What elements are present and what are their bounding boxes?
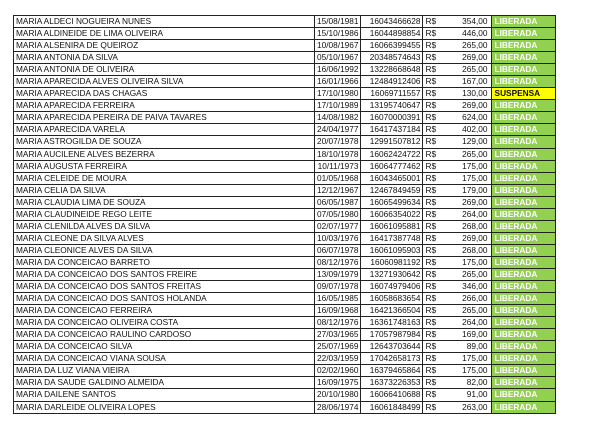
name-cell: MARIA DARLEIDE OLIVEIRA LOPES <box>14 401 315 413</box>
table-row[interactable] <box>14 281 556 293</box>
table-row[interactable] <box>14 353 556 365</box>
currency-cell: R$ <box>422 353 440 365</box>
table-row[interactable] <box>14 28 556 40</box>
birth-date-cell: 20/10/1980 <box>315 389 361 401</box>
table-row[interactable] <box>14 196 556 208</box>
currency-cell: R$ <box>422 136 440 148</box>
amount-cell: 89,00 <box>440 341 492 353</box>
table-row[interactable] <box>14 256 556 268</box>
currency-cell: R$ <box>422 196 440 208</box>
name-cell: MARIA CLEONICE ALVES DA SILVA <box>14 244 315 256</box>
status-badge: LIBERADA <box>491 232 555 244</box>
beneficiary-table <box>13 15 556 414</box>
birth-date-cell: 16/09/1968 <box>315 305 361 317</box>
registration-code-cell: 16417387748 <box>360 232 422 244</box>
birth-date-cell: 16/09/1975 <box>315 377 361 389</box>
status-badge: LIBERADA <box>491 64 555 76</box>
status-badge: LIBERADA <box>491 377 555 389</box>
currency-cell: R$ <box>422 52 440 64</box>
name-cell: MARIA AUCILENE ALVES BEZERRA <box>14 148 315 160</box>
table-row[interactable] <box>14 172 556 184</box>
registration-code-cell: 16043466628 <box>360 16 422 28</box>
currency-cell: R$ <box>422 88 440 100</box>
currency-cell: R$ <box>422 317 440 329</box>
amount-cell: 265,00 <box>440 268 492 280</box>
registration-code-cell: 13228668648 <box>360 64 422 76</box>
registration-code-cell: 16061848499 <box>360 401 422 413</box>
name-cell: MARIA CELEIDE DE MOURA <box>14 172 315 184</box>
table-row[interactable] <box>14 88 556 100</box>
status-badge: LIBERADA <box>491 16 555 28</box>
birth-date-cell: 05/10/1967 <box>315 52 361 64</box>
birth-date-cell: 10/11/1973 <box>315 160 361 172</box>
name-cell: MARIA DA CONCEICAO BARRETO <box>14 256 315 268</box>
name-cell: MARIA APARECIDA VARELA <box>14 124 315 136</box>
registration-code-cell: 12643703644 <box>360 341 422 353</box>
currency-cell: R$ <box>422 172 440 184</box>
currency-cell: R$ <box>422 124 440 136</box>
amount-cell: 346,00 <box>440 281 492 293</box>
birth-date-cell: 25/07/1969 <box>315 341 361 353</box>
registration-code-cell: 12467849459 <box>360 184 422 196</box>
table-row[interactable] <box>14 220 556 232</box>
name-cell: MARIA APARECIDA PEREIRA DE PAIVA TAVARES <box>14 112 315 124</box>
name-cell: MARIA ALDINEIDE DE LIMA OLIVEIRA <box>14 28 315 40</box>
amount-cell: 402,00 <box>440 124 492 136</box>
table-row[interactable] <box>14 329 556 341</box>
amount-cell: 175,00 <box>440 172 492 184</box>
registration-code-cell: 16379465864 <box>360 365 422 377</box>
registration-code-cell: 16421366504 <box>360 305 422 317</box>
birth-date-cell: 16/06/1992 <box>315 64 361 76</box>
amount-cell: 129,00 <box>440 136 492 148</box>
table-row[interactable] <box>14 341 556 353</box>
birth-date-cell: 17/10/1980 <box>315 88 361 100</box>
name-cell: MARIA DA SAUDE GALDINO ALMEIDA <box>14 377 315 389</box>
status-badge: LIBERADA <box>491 305 555 317</box>
birth-date-cell: 13/09/1979 <box>315 268 361 280</box>
birth-date-cell: 10/03/1976 <box>315 232 361 244</box>
name-cell: MARIA DA CONCEICAO DOS SANTOS FREIRE <box>14 268 315 280</box>
currency-cell: R$ <box>422 64 440 76</box>
amount-cell: 269,00 <box>440 100 492 112</box>
name-cell: MARIA DA CONCEICAO VIANA SOUSA <box>14 353 315 365</box>
amount-cell: 446,00 <box>440 28 492 40</box>
birth-date-cell: 24/04/1977 <box>315 124 361 136</box>
status-badge: LIBERADA <box>491 317 555 329</box>
amount-cell: 91,00 <box>440 389 492 401</box>
table-row[interactable] <box>14 148 556 160</box>
status-badge: LIBERADA <box>491 148 555 160</box>
status-badge: LIBERADA <box>491 184 555 196</box>
status-badge: LIBERADA <box>491 172 555 184</box>
spreadsheet <box>13 15 556 414</box>
registration-code-cell: 16373226353 <box>360 377 422 389</box>
registration-code-cell: 16417437184 <box>360 124 422 136</box>
registration-code-cell: 16070000391 <box>360 112 422 124</box>
currency-cell: R$ <box>422 256 440 268</box>
name-cell: MARIA CLAUDINEIDE REGO LEITE <box>14 208 315 220</box>
birth-date-cell: 27/03/1965 <box>315 329 361 341</box>
table-row[interactable] <box>14 244 556 256</box>
birth-date-cell: 15/08/1981 <box>315 16 361 28</box>
currency-cell: R$ <box>422 244 440 256</box>
registration-code-cell: 16058683654 <box>360 293 422 305</box>
amount-cell: 264,00 <box>440 208 492 220</box>
table-row[interactable] <box>14 112 556 124</box>
table-row[interactable] <box>14 100 556 112</box>
registration-code-cell: 16043465001 <box>360 172 422 184</box>
name-cell: MARIA CLEONE DA SILVA ALVES <box>14 232 315 244</box>
table-row[interactable] <box>14 389 556 401</box>
name-cell: MARIA CLENILDA ALVES DA SILVA <box>14 220 315 232</box>
status-badge: LIBERADA <box>491 160 555 172</box>
name-cell: MARIA ANTONIA DA SILVA <box>14 52 315 64</box>
table-row[interactable] <box>14 160 556 172</box>
name-cell: MARIA ANTONIA DE OLIVEIRA <box>14 64 315 76</box>
status-badge: LIBERADA <box>491 293 555 305</box>
currency-cell: R$ <box>422 293 440 305</box>
birth-date-cell: 16/01/1966 <box>315 76 361 88</box>
registration-code-cell: 16069711557 <box>360 88 422 100</box>
status-badge: LIBERADA <box>491 40 555 52</box>
registration-code-cell: 16064777462 <box>360 160 422 172</box>
registration-code-cell: 16065499634 <box>360 196 422 208</box>
birth-date-cell: 12/12/1967 <box>315 184 361 196</box>
amount-cell: 624,00 <box>440 112 492 124</box>
amount-cell: 269,00 <box>440 196 492 208</box>
status-badge: LIBERADA <box>491 196 555 208</box>
table-body <box>14 16 556 414</box>
currency-cell: R$ <box>422 148 440 160</box>
status-badge: LIBERADA <box>491 365 555 377</box>
birth-date-cell: 28/06/1974 <box>315 401 361 413</box>
birth-date-cell: 15/10/1986 <box>315 28 361 40</box>
status-badge: LIBERADA <box>491 76 555 88</box>
name-cell: MARIA DA CONCEICAO OLIVEIRA COSTA <box>14 317 315 329</box>
status-badge: LIBERADA <box>491 220 555 232</box>
table-row[interactable] <box>14 40 556 52</box>
birth-date-cell: 09/07/1978 <box>315 281 361 293</box>
registration-code-cell: 13195740647 <box>360 100 422 112</box>
birth-date-cell: 14/08/1982 <box>315 112 361 124</box>
name-cell: MARIA ALDECI NOGUEIRA NUNES <box>14 16 315 28</box>
birth-date-cell: 17/10/1989 <box>315 100 361 112</box>
registration-code-cell: 16066410688 <box>360 389 422 401</box>
amount-cell: 268,00 <box>440 244 492 256</box>
table-row[interactable] <box>14 52 556 64</box>
registration-code-cell: 16044898854 <box>360 28 422 40</box>
amount-cell: 175,00 <box>440 160 492 172</box>
table-row[interactable] <box>14 293 556 305</box>
birth-date-cell: 06/05/1987 <box>315 196 361 208</box>
currency-cell: R$ <box>422 76 440 88</box>
currency-cell: R$ <box>422 377 440 389</box>
name-cell: MARIA DA LUZ VIANA VIEIRA <box>14 365 315 377</box>
status-badge: LIBERADA <box>491 52 555 64</box>
table-row[interactable] <box>14 124 556 136</box>
birth-date-cell: 16/05/1985 <box>315 293 361 305</box>
birth-date-cell: 02/07/1977 <box>315 220 361 232</box>
amount-cell: 167,00 <box>440 76 492 88</box>
amount-cell: 269,00 <box>440 52 492 64</box>
amount-cell: 175,00 <box>440 256 492 268</box>
table-row[interactable] <box>14 401 556 413</box>
amount-cell: 264,00 <box>440 317 492 329</box>
status-badge: LIBERADA <box>491 329 555 341</box>
name-cell: MARIA APARECIDA DAS CHAGAS <box>14 88 315 100</box>
name-cell: MARIA ASTROGILDA DE SOUZA <box>14 136 315 148</box>
registration-code-cell: 17042658173 <box>360 353 422 365</box>
table-row[interactable] <box>14 317 556 329</box>
birth-date-cell: 10/08/1967 <box>315 40 361 52</box>
registration-code-cell: 16061095903 <box>360 244 422 256</box>
status-badge: LIBERADA <box>491 281 555 293</box>
currency-cell: R$ <box>422 220 440 232</box>
status-badge: LIBERADA <box>491 341 555 353</box>
status-badge: LIBERADA <box>491 244 555 256</box>
status-badge: LIBERADA <box>491 353 555 365</box>
table-row[interactable] <box>14 76 556 88</box>
registration-code-cell: 20348574643 <box>360 52 422 64</box>
table-row[interactable] <box>14 208 556 220</box>
table-row[interactable] <box>14 365 556 377</box>
name-cell: MARIA DA CONCEICAO RAULINO CARDOSO <box>14 329 315 341</box>
name-cell: MARIA CLAUDIA LIMA DE SOUZA <box>14 196 315 208</box>
name-cell: MARIA DA CONCEICAO FERREIRA <box>14 305 315 317</box>
birth-date-cell: 01/05/1968 <box>315 172 361 184</box>
name-cell: MARIA ALSENIRA DE QUEIROZ <box>14 40 315 52</box>
table-row[interactable] <box>14 232 556 244</box>
amount-cell: 175,00 <box>440 365 492 377</box>
birth-date-cell: 08/12/1976 <box>315 256 361 268</box>
currency-cell: R$ <box>422 28 440 40</box>
amount-cell: 175,00 <box>440 353 492 365</box>
currency-cell: R$ <box>422 232 440 244</box>
table-row[interactable] <box>14 305 556 317</box>
registration-code-cell: 17057987984 <box>360 329 422 341</box>
birth-date-cell: 20/07/1978 <box>315 136 361 148</box>
registration-code-cell: 16060981192 <box>360 256 422 268</box>
currency-cell: R$ <box>422 389 440 401</box>
status-badge: LIBERADA <box>491 389 555 401</box>
birth-date-cell: 06/07/1978 <box>315 244 361 256</box>
currency-cell: R$ <box>422 40 440 52</box>
currency-cell: R$ <box>422 401 440 413</box>
birth-date-cell: 07/05/1980 <box>315 208 361 220</box>
name-cell: MARIA AUGUSTA FERREIRA <box>14 160 315 172</box>
currency-cell: R$ <box>422 100 440 112</box>
amount-cell: 265,00 <box>440 64 492 76</box>
currency-cell: R$ <box>422 341 440 353</box>
name-cell: MARIA CELIA DA SILVA <box>14 184 315 196</box>
registration-code-cell: 12484912406 <box>360 76 422 88</box>
currency-cell: R$ <box>422 365 440 377</box>
currency-cell: R$ <box>422 16 440 28</box>
table-row[interactable] <box>14 268 556 280</box>
registration-code-cell: 13271930642 <box>360 268 422 280</box>
amount-cell: 265,00 <box>440 148 492 160</box>
status-badge: LIBERADA <box>491 256 555 268</box>
name-cell: MARIA DAILENE SANTOS <box>14 389 315 401</box>
registration-code-cell: 16061095881 <box>360 220 422 232</box>
table-row[interactable] <box>14 377 556 389</box>
amount-cell: 169,00 <box>440 329 492 341</box>
currency-cell: R$ <box>422 329 440 341</box>
status-badge: LIBERADA <box>491 401 555 413</box>
table-row[interactable] <box>14 184 556 196</box>
currency-cell: R$ <box>422 208 440 220</box>
registration-code-cell: 16066399455 <box>360 40 422 52</box>
birth-date-cell: 02/02/1960 <box>315 365 361 377</box>
name-cell: MARIA DA CONCEICAO SILVA <box>14 341 315 353</box>
registration-code-cell: 12991507812 <box>360 136 422 148</box>
registration-code-cell: 16066354022 <box>360 208 422 220</box>
amount-cell: 266,00 <box>440 293 492 305</box>
currency-cell: R$ <box>422 305 440 317</box>
table-row[interactable] <box>14 136 556 148</box>
currency-cell: R$ <box>422 112 440 124</box>
status-badge: SUSPENSA <box>491 88 555 100</box>
status-badge: LIBERADA <box>491 112 555 124</box>
name-cell: MARIA DA CONCEICAO DOS SANTOS FREITAS <box>14 281 315 293</box>
registration-code-cell: 16062424722 <box>360 148 422 160</box>
amount-cell: 265,00 <box>440 40 492 52</box>
table-row[interactable] <box>14 64 556 76</box>
amount-cell: 130,00 <box>440 88 492 100</box>
status-badge: LIBERADA <box>491 100 555 112</box>
amount-cell: 263,00 <box>440 401 492 413</box>
registration-code-cell: 16361748163 <box>360 317 422 329</box>
registration-code-cell: 16074979406 <box>360 281 422 293</box>
amount-cell: 269,00 <box>440 232 492 244</box>
amount-cell: 82,00 <box>440 377 492 389</box>
status-badge: LIBERADA <box>491 28 555 40</box>
amount-cell: 179,00 <box>440 184 492 196</box>
birth-date-cell: 22/03/1959 <box>315 353 361 365</box>
status-badge: LIBERADA <box>491 268 555 280</box>
name-cell: MARIA APARECIDA ALVES OLIVEIRA SILVA <box>14 76 315 88</box>
currency-cell: R$ <box>422 268 440 280</box>
amount-cell: 265,00 <box>440 305 492 317</box>
currency-cell: R$ <box>422 281 440 293</box>
status-badge: LIBERADA <box>491 208 555 220</box>
birth-date-cell: 18/10/1978 <box>315 148 361 160</box>
status-badge: LIBERADA <box>491 136 555 148</box>
amount-cell: 354,00 <box>440 16 492 28</box>
status-badge: LIBERADA <box>491 124 555 136</box>
table-row[interactable] <box>14 16 556 28</box>
name-cell: MARIA APARECIDA FERREIRA <box>14 100 315 112</box>
birth-date-cell: 08/12/1976 <box>315 317 361 329</box>
name-cell: MARIA DA CONCEICAO DOS SANTOS HOLANDA <box>14 293 315 305</box>
currency-cell: R$ <box>422 160 440 172</box>
amount-cell: 268,00 <box>440 220 492 232</box>
currency-cell: R$ <box>422 184 440 196</box>
